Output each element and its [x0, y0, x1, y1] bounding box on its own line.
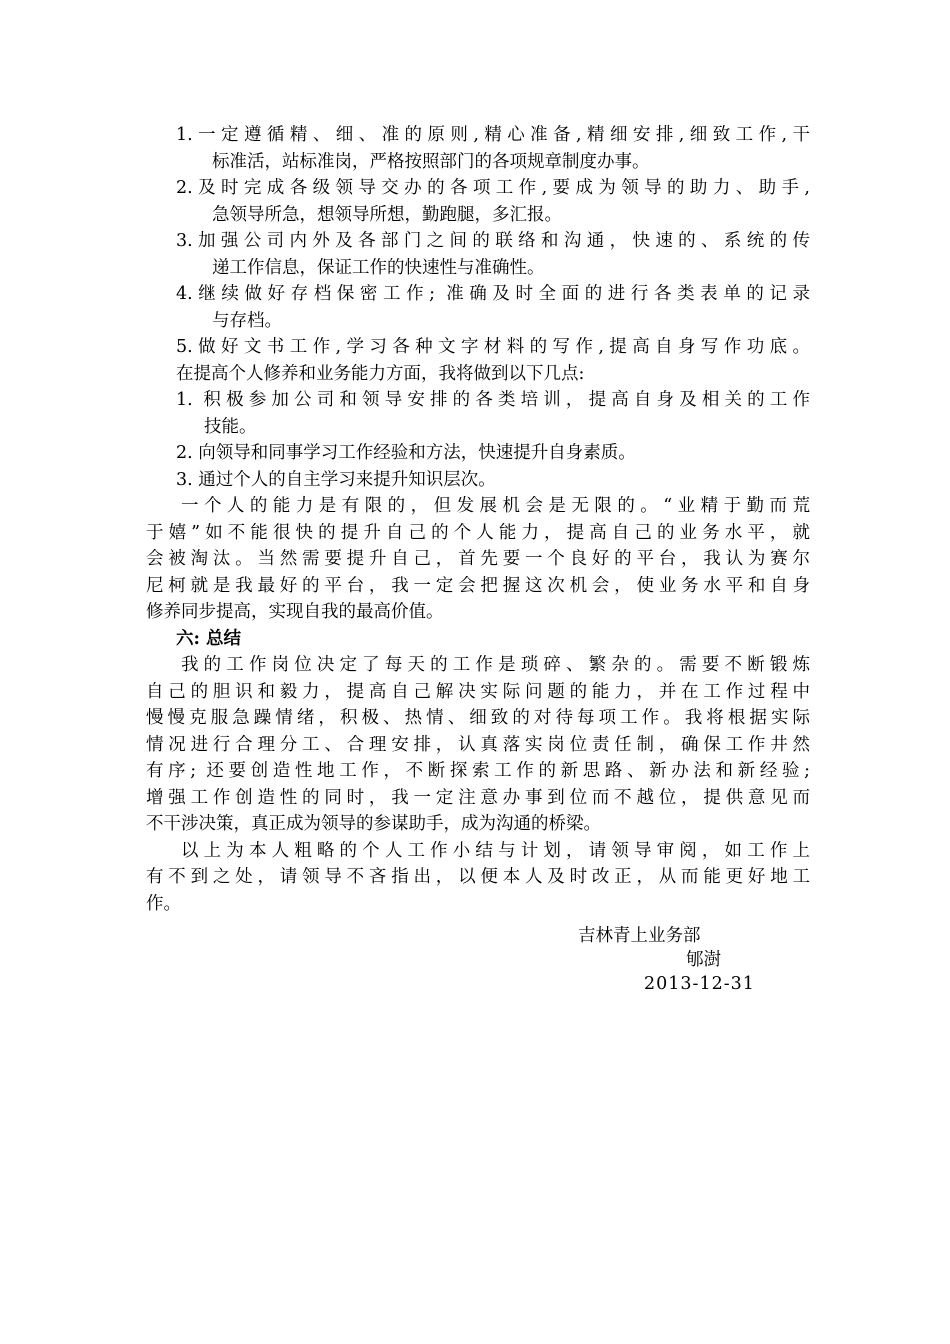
paragraph-line: 修养同步提高，实现自我的最高价值。: [146, 602, 444, 622]
list-item: 3.加强公司内外及各部门之间的联络和沟通，快速的、系统的传: [176, 231, 810, 251]
paragraph-line: 我的工作岗位决定了每天的工作是琐碎、繁杂的。需要不断锻炼: [181, 655, 810, 675]
signature-date: 2013-12-31: [644, 974, 755, 994]
paragraph-line: 以上为本人粗略的个人工作小结与计划，请领导审阅，如工作上: [181, 840, 810, 861]
list-item-continuation: 与存档。: [212, 310, 282, 331]
paragraph-line: 于嬉”如不能很快的提升自己的个人能力，提高自己的业务水平，就: [146, 522, 810, 543]
list-item-continuation: 标准活，站标准岗，严格按照部门的各项规章制度办事。: [212, 151, 650, 172]
document-body: [146, 122, 810, 917]
paragraph-line: 不干涉决策，真正成为领导的参谋助手，成为沟通的桥梁。: [146, 814, 601, 834]
paragraph-line: 增强工作创造性的同时，我一定注意办事到位而不越位，提供意见而: [146, 787, 810, 808]
signature-department: 吉林青上业务部: [578, 926, 701, 946]
paragraph-line: 会被淘汰。当然需要提升自己，首先要一个良好的平台，我认为赛尔: [146, 549, 810, 569]
section-intro: 在提高个人修养和业务能力方面，我将做到以下几点:: [176, 363, 585, 384]
paragraph-line: 一个人的能力是有限的，但发展机会是无限的。“业精于勤而荒: [181, 496, 810, 516]
paragraph-line: 有序; 还要创造性地工作，不断探索工作的新思路、新办法和新经验;: [146, 761, 810, 781]
list-item: 4.继续做好存档保密工作; 准确及时全面的进行各类表单的记录: [176, 284, 810, 304]
list-item-continuation: 急领导所急，想领导所想，勤跑腿，多汇报。: [212, 204, 562, 225]
paragraph-line: 有不到之处，请领导不吝指出，以便本人及时改正，从而能更好地工: [146, 867, 810, 887]
paragraph-line: 情况进行合理分工、合理安排，认真落实岗位责任制，确保工作井然: [146, 734, 810, 755]
list-item: 2.及时完成各级领导交办的各项工作,要成为领导的助力、助手,: [176, 178, 810, 198]
list-item: 1.一定遵循精、细、准的原则,精心准备,精细安排,细致工作,干: [176, 125, 810, 145]
paragraph-line: 自己的胆识和毅力，提高自己解决实际问题的能力，并在工作过程中: [146, 681, 810, 702]
section-heading: 六: 总结: [176, 628, 242, 649]
list-item: 1. 积极参加公司和领导安排的各类培训，提高自身及相关的工作: [176, 390, 810, 410]
paragraph-line: 作。: [146, 893, 181, 914]
list-item-continuation: 技能。: [204, 416, 257, 437]
paragraph-line: 慢慢克服急躁情绪，积极、热情、细致的对待每项工作。我将根据实际: [146, 708, 810, 728]
paragraph-line: 尼柯就是我最好的平台，我一定会把握这次机会，使业务水平和自身: [146, 575, 810, 596]
list-item: 3. 通过个人的自主学习来提升知识层次。: [176, 469, 496, 490]
signature-name: 郇澍: [686, 950, 721, 970]
list-item: 5.做好文书工作,学习各种文字材料的写作,提高自身写作功底。: [176, 337, 810, 357]
list-item: 2. 向领导和同事学习工作经验和方法，快速提升自身素质。: [176, 443, 636, 463]
list-item-continuation: 递工作信息，保证工作的快速性与准确性。: [212, 257, 545, 278]
